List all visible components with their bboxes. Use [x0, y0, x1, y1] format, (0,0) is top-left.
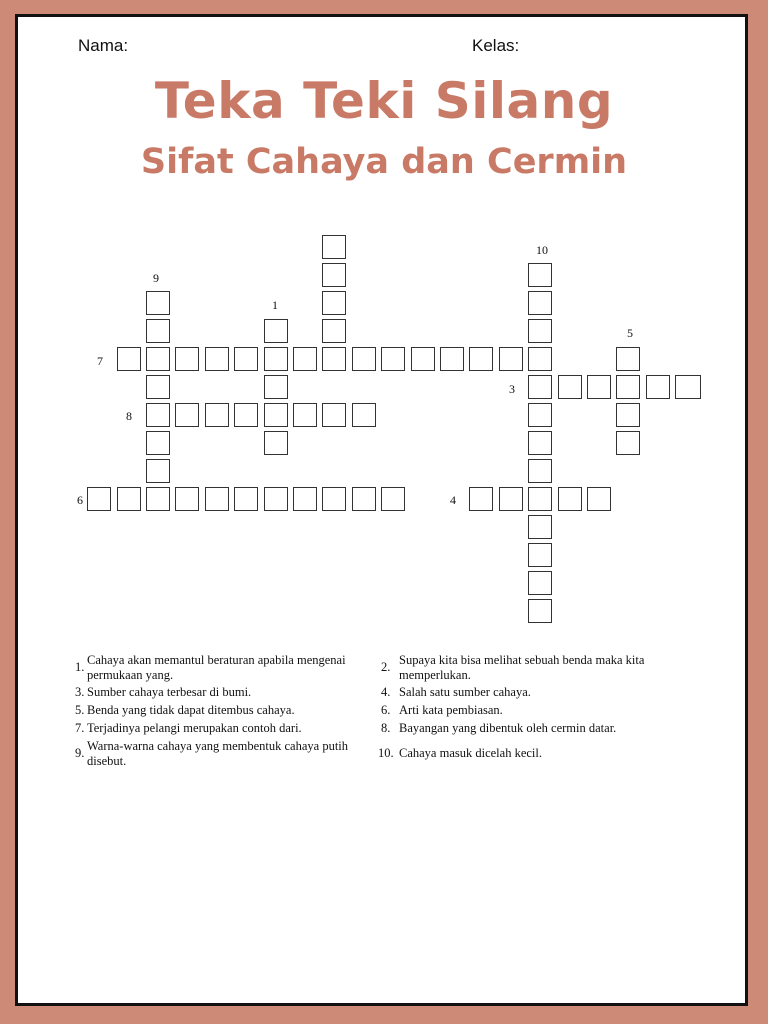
crossword-cell[interactable] [146, 347, 170, 371]
crossword-cell[interactable] [587, 487, 611, 511]
crossword-cell[interactable] [528, 571, 552, 595]
clue-item [381, 685, 681, 700]
clue-number: 1. [75, 660, 85, 674]
clue-text: Cahaya akan memantul beraturan apabila mengenai permukaan yang. [87, 653, 346, 682]
grid-number-10: 10 [536, 243, 548, 257]
crossword-cell[interactable] [146, 319, 170, 343]
crossword-cell[interactable] [528, 431, 552, 455]
clue-number: 10. [378, 746, 394, 760]
crossword-cell[interactable] [322, 291, 346, 315]
clue-item [381, 653, 681, 683]
crossword-cell[interactable] [293, 487, 317, 511]
crossword-cell[interactable] [528, 515, 552, 539]
crossword-cell[interactable] [675, 375, 701, 399]
grid-number-1: 1 [272, 298, 278, 312]
grid-number-4: 4 [450, 493, 456, 507]
clue-text: Terjadinya pelangi merupakan contoh dari. [87, 721, 302, 735]
crossword-cell[interactable] [175, 347, 199, 371]
crossword-cell[interactable] [528, 459, 552, 483]
clue-item [75, 685, 375, 700]
name-label: Nama: [78, 36, 129, 55]
clue-number: 3. [75, 685, 85, 699]
clue-item [381, 703, 681, 718]
clue-item [75, 653, 375, 683]
crossword-cell[interactable] [352, 403, 376, 427]
crossword-cell[interactable] [293, 403, 317, 427]
crossword-cell[interactable] [469, 487, 493, 511]
clue-item [378, 746, 678, 761]
crossword-cell[interactable] [322, 347, 346, 371]
clue-item [381, 721, 681, 736]
crossword-cell[interactable] [146, 487, 170, 511]
crossword-cell[interactable] [440, 347, 464, 371]
crossword-cell[interactable] [264, 431, 288, 455]
crossword-cell[interactable] [205, 347, 229, 371]
crossword-cell[interactable] [558, 375, 582, 399]
crossword-cell[interactable] [205, 487, 229, 511]
grid-number-9: 9 [153, 271, 159, 285]
crossword-cell[interactable] [411, 347, 435, 371]
crossword-cell[interactable] [528, 263, 552, 287]
crossword-cell[interactable] [205, 403, 229, 427]
crossword-cell[interactable] [528, 319, 552, 343]
clue-item [75, 739, 375, 769]
clue-item [75, 703, 375, 718]
page-title: Teka Teki Silang [154, 72, 614, 130]
crossword-cell[interactable] [175, 487, 199, 511]
crossword-cell[interactable] [87, 487, 111, 511]
crossword-cell[interactable] [264, 319, 288, 343]
crossword-cell[interactable] [616, 347, 640, 371]
clue-number: 4. [381, 685, 391, 699]
crossword-cell[interactable] [322, 487, 346, 511]
crossword-cell[interactable] [146, 291, 170, 315]
crossword-cell[interactable] [146, 459, 170, 483]
crossword-cell[interactable] [616, 431, 640, 455]
clue-text: Sumber cahaya terbesar di bumi. [87, 685, 252, 699]
crossword-cell[interactable] [293, 347, 317, 371]
clue-number: 7. [75, 721, 85, 735]
clue-text: Cahaya masuk dicelah kecil. [399, 746, 542, 760]
crossword-cell[interactable] [146, 375, 170, 399]
clue-number: 5. [75, 703, 85, 717]
crossword-cell[interactable] [528, 347, 552, 371]
crossword-cell[interactable] [322, 403, 346, 427]
crossword-cell[interactable] [352, 347, 376, 371]
crossword-cell[interactable] [117, 487, 141, 511]
grid-number-5: 5 [627, 326, 633, 340]
clue-item [75, 721, 375, 736]
crossword-cell[interactable] [322, 235, 346, 259]
grid-number-7: 7 [97, 354, 103, 368]
crossword-cell[interactable] [587, 375, 611, 399]
grid-number-3: 3 [509, 382, 515, 396]
crossword-cell[interactable] [528, 487, 552, 511]
clue-text: Bayangan yang dibentuk oleh cermin datar. [399, 721, 617, 735]
crossword-cell[interactable] [528, 543, 552, 567]
crossword-cell[interactable] [234, 347, 258, 371]
crossword-cell[interactable] [146, 403, 170, 427]
crossword-cell[interactable] [175, 403, 199, 427]
clue-text: Supaya kita bisa melihat sebuah benda maka kita memperlukan. [399, 653, 645, 682]
crossword-cell[interactable] [264, 375, 288, 399]
clue-number: 2. [381, 660, 391, 674]
crossword-cell[interactable] [528, 291, 552, 315]
crossword-cell[interactable] [528, 403, 552, 427]
clue-text: Salah satu sumber cahaya. [399, 685, 531, 699]
crossword-cell[interactable] [558, 487, 582, 511]
crossword-cell[interactable] [322, 263, 346, 287]
crossword-cell[interactable] [499, 487, 523, 511]
clue-number: 9. [75, 746, 85, 760]
page-subtitle: Sifat Cahaya dan Cermin [140, 142, 628, 182]
crossword-cell[interactable] [528, 375, 552, 399]
crossword-cell[interactable] [352, 487, 376, 511]
clue-text: Benda yang tidak dapat ditembus cahaya. [87, 703, 295, 717]
clue-number: 6. [381, 703, 391, 717]
crossword-cell[interactable] [264, 347, 288, 371]
clue-text: Arti kata pembiasan. [399, 703, 503, 717]
crossword-cell[interactable] [117, 347, 141, 371]
crossword-cell[interactable] [469, 347, 493, 371]
crossword-cell[interactable] [234, 487, 258, 511]
crossword-cell[interactable] [322, 319, 346, 343]
grid-number-6: 6 [77, 493, 83, 507]
crossword-cell[interactable] [616, 403, 640, 427]
crossword-cell[interactable] [646, 375, 670, 399]
crossword-cell[interactable] [528, 599, 552, 623]
clue-number: 8. [381, 721, 391, 735]
crossword-cell[interactable] [264, 403, 288, 427]
crossword-cell[interactable] [264, 487, 288, 511]
crossword-cell[interactable] [381, 487, 405, 511]
crossword-cell[interactable] [146, 431, 170, 455]
crossword-cell[interactable] [234, 403, 258, 427]
grid-number-8: 8 [126, 409, 132, 423]
crossword-cell[interactable] [616, 375, 640, 399]
crossword-cell[interactable] [499, 347, 523, 371]
class-label: Kelas: [472, 36, 520, 55]
clue-text: Warna-warna cahaya yang membentuk cahaya putih disebut. [87, 739, 349, 768]
crossword-cell[interactable] [381, 347, 405, 371]
